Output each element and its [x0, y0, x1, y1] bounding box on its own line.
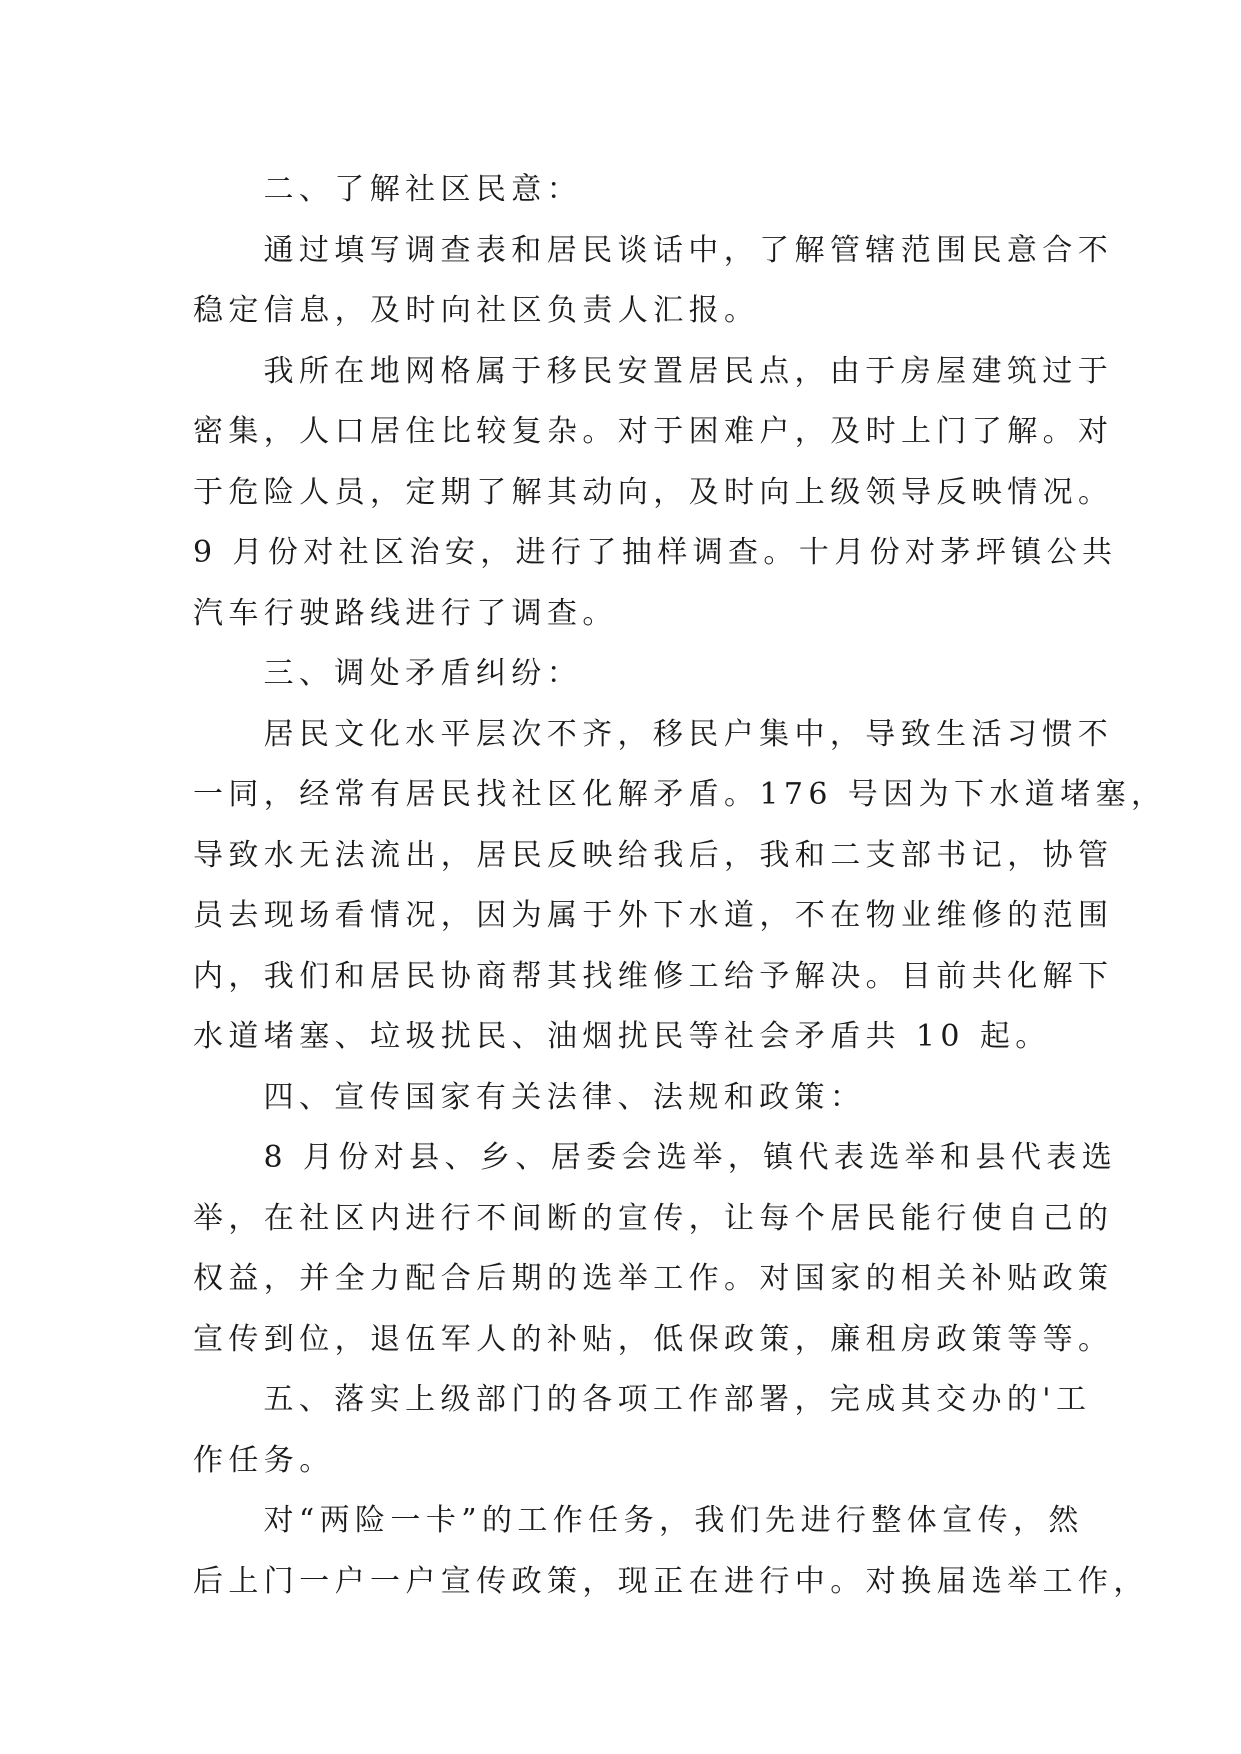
text-line: 于危险人员，定期了解其动向，及时向上级领导反映情况。: [193, 474, 1114, 510]
paragraph: [193, 1128, 1118, 1370]
text-line: 三、调处矛盾纠纷：: [263, 656, 583, 691]
text-line: 对“两险一卡”的工作任务，我们先进行整体宣传，然: [263, 1503, 1084, 1538]
text-line: 密集，人口居住比较复杂。对于困难户，及时上门了解。对: [193, 414, 1114, 449]
text-line: 8 月份对县、乡、居委会选举，镇代表选举和县代表选: [263, 1140, 1118, 1175]
text-line: 居民文化水平层次不齐，移民户集中，导致生活习惯不: [263, 716, 1114, 752]
section-heading-2: [193, 160, 1059, 221]
text-line: 9 月份对社区治安，进行了抽样调查。十月份对茅坪镇公共: [193, 535, 1118, 570]
text-line: 导致水无法流出，居民反映给我后，我和二支部书记，协管: [193, 837, 1114, 873]
paragraph: [193, 1491, 1149, 1612]
text-line: 四、宣传国家有关法律、法规和政策：: [263, 1079, 866, 1115]
section-heading-5: [193, 1370, 1092, 1491]
paragraph: [193, 221, 1114, 342]
text-line: 五、落实上级部门的各项工作部署，完成其交办的'工: [263, 1382, 1092, 1417]
text-line: 我所在地网格属于移民安置居民点，由于房屋建筑过于: [263, 353, 1114, 389]
text-line: 一同，经常有居民找社区化解矛盾。176 号因为下水道堵塞，: [193, 777, 1167, 812]
text-line: 宣传到位，退伍军人的补贴，低保政策，廉租房政策等等。: [193, 1321, 1114, 1357]
text-line: 员去现场看情况，因为属于外下水道，不在物业维修的范围: [193, 898, 1114, 933]
text-line: 水道堵塞、垃圾扰民、油烟扰民等社会矛盾共 10 起。: [193, 1019, 1051, 1054]
text-line: 内，我们和居民协商帮其找维修工给予解决。目前共化解下: [193, 958, 1114, 994]
text-line: 作任务。: [193, 1442, 335, 1478]
section-heading-4: [193, 1068, 1059, 1129]
text-line: 后上门一户一户宣传政策，现正在进行中。对换届选举工作，: [193, 1563, 1149, 1599]
text-line: 二、了解社区民意：: [263, 172, 583, 207]
text-line: 稳定信息，及时向社区负责人汇报。: [193, 293, 760, 328]
text-line: 通过填写调查表和居民谈话中，了解管辖范围民意合不: [263, 232, 1114, 268]
section-heading-3: [193, 644, 1059, 705]
text-line: 权益，并全力配合后期的选举工作。对国家的相关补贴政策: [193, 1261, 1114, 1296]
paragraph: [193, 705, 1167, 1068]
text-line: 举，在社区内进行不间断的宣传，让每个居民能行使自己的: [193, 1200, 1114, 1236]
text-line: 汽车行驶路线进行了调查。: [193, 595, 618, 631]
document-body: [193, 160, 1167, 1612]
paragraph: [193, 342, 1118, 645]
